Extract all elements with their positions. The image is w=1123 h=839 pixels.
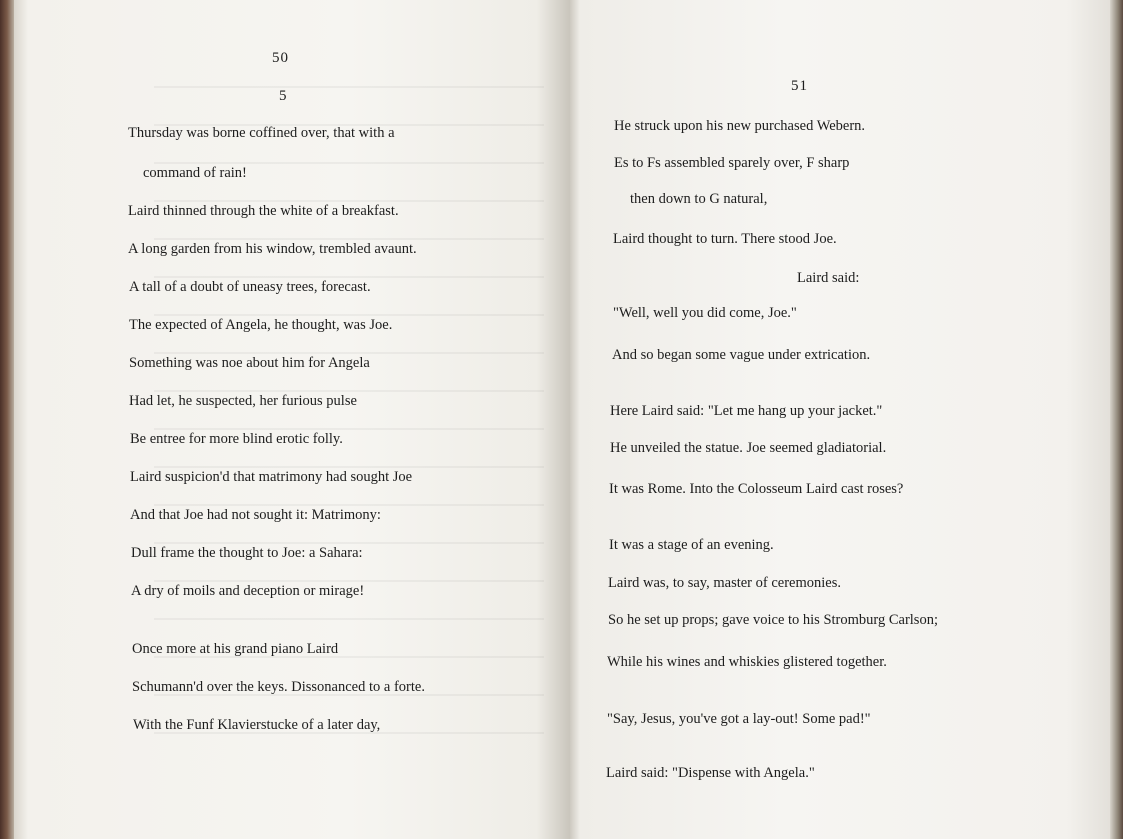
left-line-1: Thursday was borne coffined over, that with a: [128, 125, 395, 141]
right-line-16: Laird said: "Dispense with Angela.": [606, 765, 815, 781]
left-line-7: Something was noe about him for Angela: [129, 355, 370, 371]
right-line-14: While his wines and whiskies glistered together.: [607, 654, 887, 670]
page-number-left: 50: [272, 50, 289, 66]
left-line-5: A tall of a doubt of uneasy trees, forecast.: [129, 279, 371, 295]
right-line-4: Laird thought to turn. There stood Joe.: [613, 231, 837, 247]
left-line-2: command of rain!: [143, 165, 247, 181]
right-line-10: It was Rome. Into the Colosseum Laird cast roses?: [609, 481, 904, 497]
left-line-3: Laird thinned through the white of a breakfast.: [128, 203, 399, 219]
right-line-15: "Say, Jesus, you've got a lay-out! Some pad!": [607, 711, 871, 727]
book-cover-edge-right: [1110, 0, 1123, 839]
left-line-16: With the Funf Klavierstucke of a later day,: [133, 717, 381, 733]
book-cover-edge-left: [0, 0, 14, 839]
page-number-right: 51: [791, 78, 808, 94]
right-line-5: Laird said:: [797, 270, 860, 286]
right-line-2: Es to Fs assembled sparely over, F sharp: [614, 155, 850, 171]
left-line-14: Once more at his grand piano Laird: [132, 641, 339, 657]
right-line-8: Here Laird said: "Let me hang up your jacket.": [610, 403, 883, 419]
left-line-10: Laird suspicion'd that matrimony had sought Joe: [130, 469, 413, 485]
section-number: 5: [279, 88, 288, 104]
right-line-9: He unveiled the statue. Joe seemed gladiatorial.: [610, 440, 887, 456]
right-line-3: then down to G natural,: [630, 191, 768, 207]
left-line-6: The expected of Angela, he thought, was Joe.: [129, 317, 393, 333]
left-line-9: Be entree for more blind erotic folly.: [130, 431, 343, 447]
left-line-4: A long garden from his window, trembled avaunt.: [128, 241, 417, 257]
right-line-12: Laird was, to say, master of ceremonies.: [608, 575, 841, 591]
right-line-7: And so began some vague under extrication.: [612, 347, 871, 363]
left-line-13: A dry of moils and deception or mirage!: [131, 583, 365, 599]
left-page: [14, 0, 570, 839]
right-line-1: He struck upon his new purchased Webern.: [614, 118, 866, 134]
left-line-8: Had let, he suspected, her furious pulse: [129, 393, 357, 409]
right-line-13: So he set up props; gave voice to his Stromburg Carlson;: [608, 612, 938, 628]
left-line-11: And that Joe had not sought it: Matrimony:: [130, 507, 381, 523]
right-line-11: It was a stage of an evening.: [609, 537, 774, 553]
right-line-6: "Well, well you did come, Joe.": [613, 305, 797, 321]
right-page: [570, 0, 1110, 839]
left-line-12: Dull frame the thought to Joe: a Sahara:: [131, 545, 363, 561]
left-line-15: Schumann'd over the keys. Dissonanced to a forte.: [132, 679, 425, 695]
